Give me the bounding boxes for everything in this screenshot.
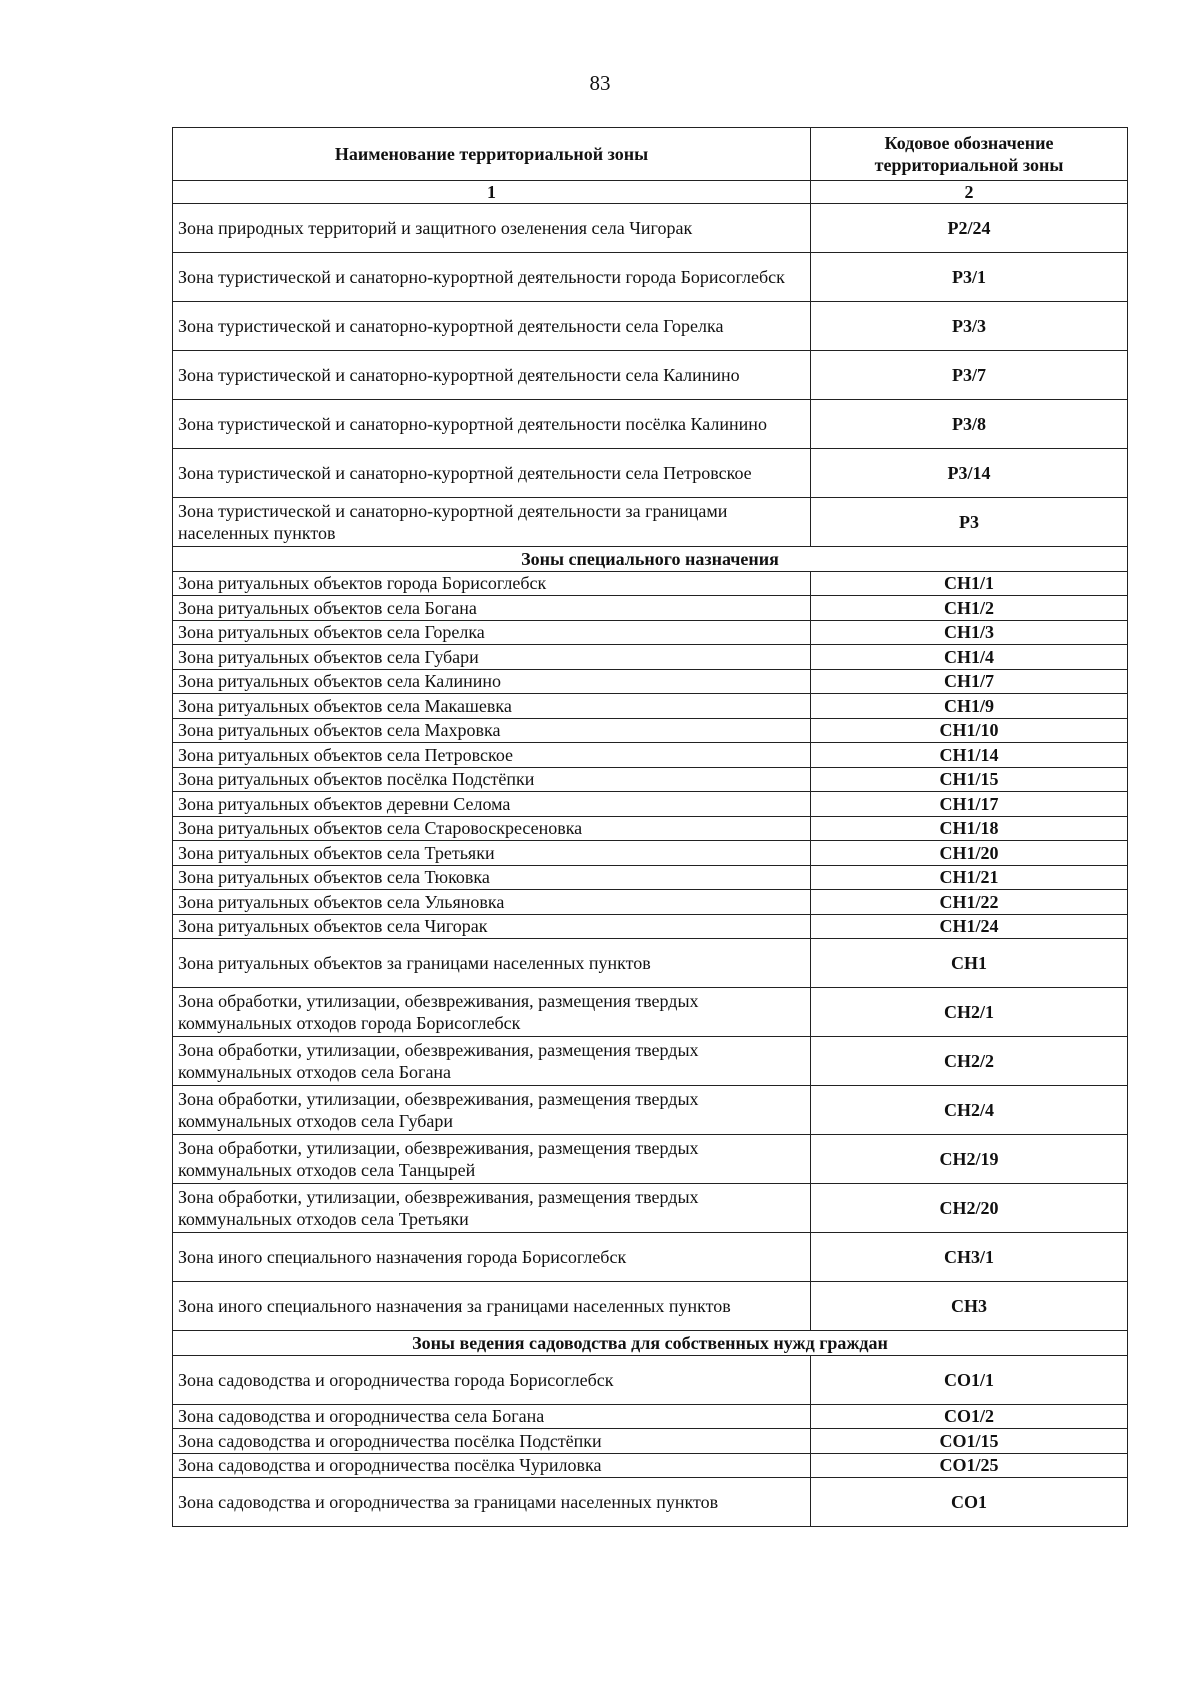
section-header-row <box>173 547 1128 572</box>
zone-name-cell: Зона ритуальных объектов села Ульяновка <box>173 890 811 915</box>
table-row <box>173 449 1128 498</box>
table-row <box>173 743 1128 768</box>
zone-code-cell: СН1/17 <box>811 792 1128 817</box>
zone-name-cell: Зона ритуальных объектов города Борисоглебск <box>173 571 811 596</box>
table-row <box>173 571 1128 596</box>
territorial-zones-table <box>172 127 1128 1527</box>
table-row <box>173 890 1128 915</box>
zone-name-cell: Зона иного специального назначения за границами населенных пунктов <box>173 1282 811 1331</box>
zone-name-cell: Зона ритуальных объектов села Третьяки <box>173 841 811 866</box>
table-row <box>173 939 1128 988</box>
table-row <box>173 669 1128 694</box>
zone-name-cell: Зона туристической и санаторно-курортной деятельности села Петровское <box>173 449 811 498</box>
zone-code-cell: СН1/15 <box>811 767 1128 792</box>
zone-code-cell: СН1 <box>811 939 1128 988</box>
table-row <box>173 1282 1128 1331</box>
section-title: Зоны специального назначения <box>173 547 1128 572</box>
table-body <box>173 204 1128 1527</box>
table-row <box>173 596 1128 621</box>
table-row <box>173 1233 1128 1282</box>
section-title: Зоны ведения садоводства для собственных нужд граждан <box>173 1331 1128 1356</box>
table-row <box>173 1135 1128 1184</box>
table-row <box>173 1037 1128 1086</box>
zone-code-cell: СН1/18 <box>811 816 1128 841</box>
table-row <box>173 718 1128 743</box>
zone-name-cell: Зона садоводства и огородничества за границами населенных пунктов <box>173 1478 811 1527</box>
zone-name-cell: Зона ритуальных объектов села Махровка <box>173 718 811 743</box>
zone-code-cell: СО1/15 <box>811 1429 1128 1454</box>
zone-name-cell: Зона туристической и санаторно-курортной деятельности за границами населенных пунктов <box>173 498 811 547</box>
zone-code-cell: СН1/24 <box>811 914 1128 939</box>
table-row <box>173 767 1128 792</box>
zone-name-cell: Зона природных территорий и защитного озеленения села Чигорак <box>173 204 811 253</box>
zone-name-cell: Зона садоводства и огородничества села Богана <box>173 1404 811 1429</box>
zone-code-cell: СН2/4 <box>811 1086 1128 1135</box>
table-row <box>173 841 1128 866</box>
column-number-row <box>173 181 1128 204</box>
zone-code-cell: Р3/8 <box>811 400 1128 449</box>
zone-code-cell: СН2/1 <box>811 988 1128 1037</box>
zone-code-cell: СН1/22 <box>811 890 1128 915</box>
zone-name-cell: Зона ритуальных объектов села Губари <box>173 645 811 670</box>
column-number-1: 1 <box>173 181 811 204</box>
zone-code-cell: Р3/1 <box>811 253 1128 302</box>
zone-name-cell: Зона иного специального назначения города Борисоглебск <box>173 1233 811 1282</box>
zone-name-cell: Зона туристической и санаторно-курортной деятельности села Калинино <box>173 351 811 400</box>
zone-code-cell: СН1/3 <box>811 620 1128 645</box>
zone-code-cell: СН1/9 <box>811 694 1128 719</box>
zone-name-cell: Зона обработки, утилизации, обезвреживания, размещения твердых коммунальных отходов села Танцырей <box>173 1135 811 1184</box>
zone-name-cell: Зона обработки, утилизации, обезвреживания, размещения твердых коммунальных отходов села Богана <box>173 1037 811 1086</box>
zone-code-cell: СО1/1 <box>811 1355 1128 1404</box>
table-row <box>173 1478 1128 1527</box>
table-row <box>173 988 1128 1037</box>
zone-name-cell: Зона ритуальных объектов села Богана <box>173 596 811 621</box>
column-number-2: 2 <box>811 181 1128 204</box>
zone-code-cell: Р3/3 <box>811 302 1128 351</box>
table-row <box>173 694 1128 719</box>
zone-code-cell: СН1/4 <box>811 645 1128 670</box>
zone-code-cell: Р3/7 <box>811 351 1128 400</box>
zone-code-cell: СО1/25 <box>811 1453 1128 1478</box>
zone-name-cell: Зона садоводства и огородничества посёлка Подстёпки <box>173 1429 811 1454</box>
zone-name-cell: Зона обработки, утилизации, обезвреживания, размещения твердых коммунальных отходов села Третьяки <box>173 1184 811 1233</box>
table-row <box>173 400 1128 449</box>
zone-code-cell: СН1/7 <box>811 669 1128 694</box>
zone-code-cell: СН1/21 <box>811 865 1128 890</box>
zone-name-cell: Зона ритуальных объектов деревни Селома <box>173 792 811 817</box>
zone-code-cell: Р2/24 <box>811 204 1128 253</box>
table-row <box>173 302 1128 351</box>
table-row <box>173 253 1128 302</box>
table-row <box>173 865 1128 890</box>
zone-code-cell: СН1/14 <box>811 743 1128 768</box>
zone-code-cell: Р3 <box>811 498 1128 547</box>
table-row <box>173 1086 1128 1135</box>
table-row <box>173 792 1128 817</box>
table-row <box>173 914 1128 939</box>
zone-name-cell: Зона ритуальных объектов села Тюковка <box>173 865 811 890</box>
table-row <box>173 1355 1128 1404</box>
zone-code-cell: СН1/10 <box>811 718 1128 743</box>
table-row <box>173 204 1128 253</box>
table-row <box>173 498 1128 547</box>
header-zone-name: Наименование территориальной зоны <box>173 128 811 181</box>
zone-name-cell: Зона ритуальных объектов посёлка Подстёпки <box>173 767 811 792</box>
table-row <box>173 1404 1128 1429</box>
zone-name-cell: Зона туристической и санаторно-курортной деятельности города Борисоглебск <box>173 253 811 302</box>
table-row <box>173 351 1128 400</box>
zone-name-cell: Зона ритуальных объектов за границами населенных пунктов <box>173 939 811 988</box>
zone-name-cell: Зона туристической и санаторно-курортной деятельности посёлка Калинино <box>173 400 811 449</box>
zone-code-cell: СН1/1 <box>811 571 1128 596</box>
zone-name-cell: Зона обработки, утилизации, обезвреживания, размещения твердых коммунальных отходов села Губари <box>173 1086 811 1135</box>
zone-name-cell: Зона ритуальных объектов села Макашевка <box>173 694 811 719</box>
zone-code-cell: СН2/2 <box>811 1037 1128 1086</box>
zone-code-cell: СО1/2 <box>811 1404 1128 1429</box>
zone-name-cell: Зона ритуальных объектов села Горелка <box>173 620 811 645</box>
table-row <box>173 816 1128 841</box>
zone-name-cell: Зона обработки, утилизации, обезвреживания, размещения твердых коммунальных отходов города Борисоглебск <box>173 988 811 1037</box>
zone-code-cell: СН1/2 <box>811 596 1128 621</box>
zone-name-cell: Зона ритуальных объектов села Старовоскресеновка <box>173 816 811 841</box>
zone-name-cell: Зона ритуальных объектов села Петровское <box>173 743 811 768</box>
zone-code-cell: СН3/1 <box>811 1233 1128 1282</box>
zone-code-cell: Р3/14 <box>811 449 1128 498</box>
page-number: 83 <box>589 71 611 95</box>
zone-name-cell: Зона ритуальных объектов села Чигорак <box>173 914 811 939</box>
zone-code-cell: СН1/20 <box>811 841 1128 866</box>
zone-name-cell: Зона садоводства и огородничества посёлка Чуриловка <box>173 1453 811 1478</box>
zone-code-cell: СН3 <box>811 1282 1128 1331</box>
section-header-row <box>173 1331 1128 1356</box>
table-header-row <box>173 128 1128 181</box>
zone-name-cell: Зона ритуальных объектов села Калинино <box>173 669 811 694</box>
zone-name-cell: Зона садоводства и огородничества города Борисоглебск <box>173 1355 811 1404</box>
table-row <box>173 645 1128 670</box>
table-row <box>173 1184 1128 1233</box>
header-zone-code: Кодовое обозначение территориальной зоны <box>811 128 1128 181</box>
zone-code-cell: СН2/19 <box>811 1135 1128 1184</box>
table-row <box>173 620 1128 645</box>
zone-code-cell: СН2/20 <box>811 1184 1128 1233</box>
zone-name-cell: Зона туристической и санаторно-курортной деятельности села Горелка <box>173 302 811 351</box>
table-row <box>173 1429 1128 1454</box>
zone-code-cell: СО1 <box>811 1478 1128 1527</box>
table-row <box>173 1453 1128 1478</box>
